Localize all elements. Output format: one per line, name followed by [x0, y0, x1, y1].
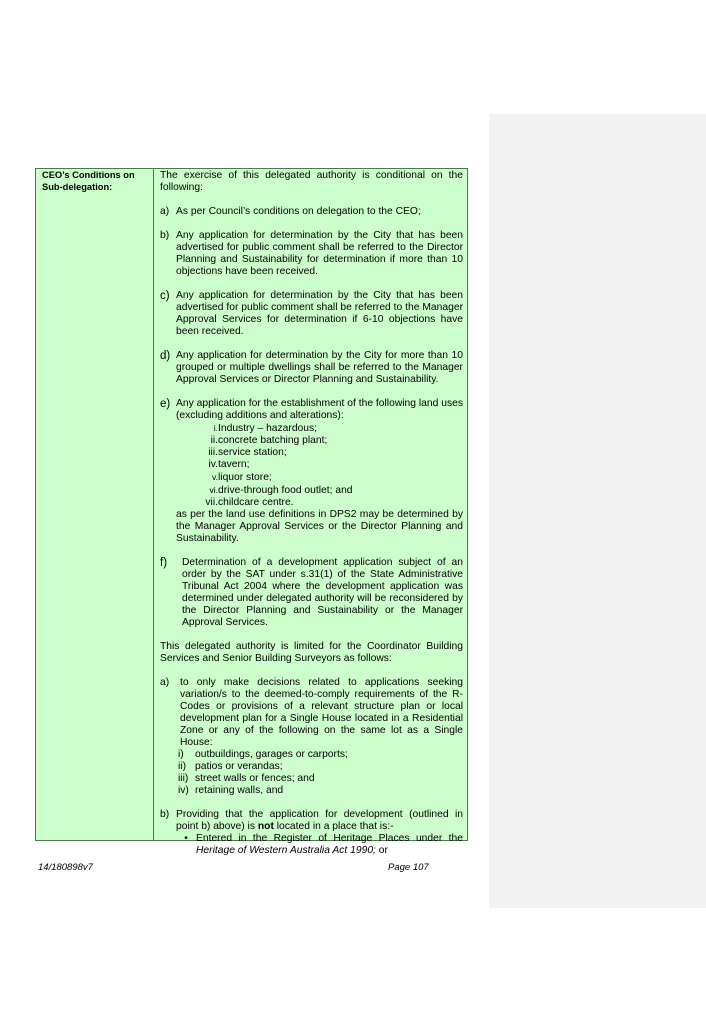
list-item: ii.concrete batching plant;	[210, 435, 328, 446]
list-item: vi.drive-through food outlet; and	[209, 485, 353, 496]
comment-pane	[489, 114, 706, 908]
page-number: Page 107	[388, 862, 429, 873]
condition-b: b) Any application for determination by the City that has been advertised for public comment shall be referred to the Director Planning and Sustainability for determination if more than 10 objections have been received.	[160, 230, 463, 277]
limit-intro: This delegated authority is limited for the Coordinator Building Services and Senior Building Surveyors as follows:	[160, 641, 463, 664]
list-item: iv.tavern;	[208, 459, 250, 470]
condition-a: a) As per Council’s conditions on delegation to the CEO;	[160, 206, 421, 217]
list-item: i.Industry – hazardous;	[213, 423, 318, 434]
delegation-table	[35, 168, 468, 856]
limit-a-list	[160, 749, 463, 797]
row-label: CEO’s Conditions on Sub-delegation:	[42, 170, 135, 192]
document-reference: 14/180898v7	[38, 862, 93, 873]
condition-c: c) Any application for determination by the City that has been advertised for public comment shall be referred to the Manager Approval Services for determination if 6-10 objections have been received.	[160, 290, 463, 337]
intro-text: The exercise of this delegated authority is conditional on the following:	[160, 170, 463, 193]
limit-b-bullet: • Entered in the Register of Heritage Places under the Heritage of Western Australia Act 1990; or	[184, 833, 463, 856]
list-item: ii) patios or verandas;	[178, 761, 283, 772]
condition-d: d) Any application for determination by the City for more than 10 grouped or multiple dwellings shall be referred to the Manager Approval Services or Director Planning and Sustainability.	[160, 350, 463, 385]
condition-e: e) Any application for the establishment of the following land uses (excluding additions and alterations):	[160, 398, 463, 421]
land-use-list	[160, 422, 463, 509]
list-item: iii) street walls or fences; and	[178, 773, 315, 784]
conditions-cell	[160, 170, 463, 857]
limit-a: a) to only make decisions related to applications seeking variation/s to the deemed-to-comply requirements of the R-Codes or provisions of a relevant structure plan or local development plan for a Single House located in a Residential Zone or any of the following on the same lot as a Single House:	[160, 677, 463, 748]
list-item: iv) retaining walls, and	[178, 785, 284, 796]
list-item: i) outbuildings, garages or carports;	[178, 749, 348, 760]
list-item: vii.childcare centre.	[205, 497, 294, 508]
column-divider	[153, 169, 154, 840]
limit-b: b) Providing that the application for development (outlined in point b) above) is not located in a place that is:-	[160, 809, 463, 832]
e-suffix: as per the land use definitions in DPS2 may be determined by the Manager Approval Services or the Director Planning and Sustainability.	[176, 509, 463, 544]
list-item: v.liquor store;	[212, 472, 272, 483]
list-item: iii.service station;	[208, 447, 287, 458]
condition-f: f) Determination of a development application subject of an order by the SAT under s.31(1) of the State Administrative Tribunal Act 2004 where the development application was determined under delegated authority will be reconsidered by the Director Planning and Sustainability or the Manager Approval Services.	[160, 557, 463, 628]
